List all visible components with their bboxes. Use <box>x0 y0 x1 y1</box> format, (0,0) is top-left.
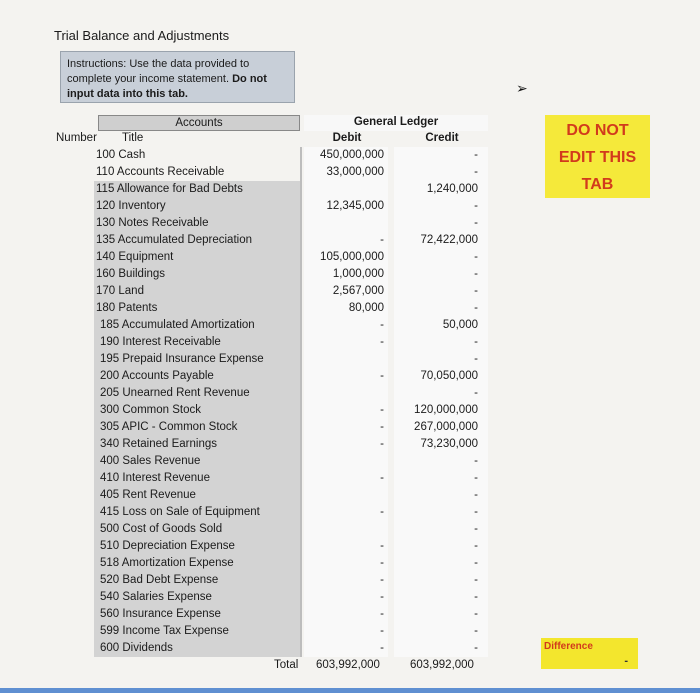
difference-value: - <box>624 655 628 667</box>
credit-cell[interactable]: - <box>474 302 478 314</box>
credit-cell[interactable]: - <box>474 523 478 535</box>
credit-cell[interactable]: - <box>474 608 478 620</box>
account-title-cell[interactable]: 415 Loss on Sale of Equipment <box>94 504 300 521</box>
account-title-cell[interactable]: 305 APIC - Common Stock <box>94 419 300 436</box>
account-title-cell[interactable]: 405 Rent Revenue <box>94 487 300 504</box>
account-title-cell[interactable]: 510 Depreciation Expense <box>94 538 300 555</box>
account-title-cell[interactable]: 120 Inventory <box>94 198 300 215</box>
table-row[interactable] <box>56 453 488 470</box>
ledger-rows <box>56 147 488 657</box>
table-row[interactable] <box>56 555 488 572</box>
credit-cell[interactable]: 50,000 <box>442 319 478 331</box>
account-title-cell[interactable]: 400 Sales Revenue <box>94 453 300 470</box>
debit-cell[interactable]: - <box>380 404 384 416</box>
total-credit-cell: 603,992,000 <box>410 659 474 671</box>
table-row[interactable] <box>56 606 488 623</box>
credit-cell[interactable]: - <box>474 574 478 586</box>
table-row[interactable] <box>56 538 488 555</box>
table-row[interactable] <box>56 521 488 538</box>
table-row[interactable] <box>56 436 488 453</box>
credit-cell[interactable]: - <box>474 540 478 552</box>
account-title-cell[interactable]: 185 Accumulated Amortization <box>94 317 300 334</box>
credit-cell[interactable]: - <box>474 489 478 501</box>
table-row[interactable] <box>56 181 488 198</box>
credit-cell[interactable]: - <box>474 625 478 637</box>
general-ledger-header: General Ledger <box>304 115 488 131</box>
table-row[interactable] <box>56 266 488 283</box>
table-row[interactable] <box>56 198 488 215</box>
table-row[interactable] <box>56 504 488 521</box>
bottom-strip <box>0 688 700 693</box>
debit-cell[interactable]: 12,345,000 <box>326 200 384 212</box>
credit-cell[interactable]: - <box>474 557 478 569</box>
table-row[interactable] <box>56 385 488 402</box>
account-title-cell[interactable]: 200 Accounts Payable <box>94 368 300 385</box>
debit-cell[interactable]: 2,567,000 <box>332 285 384 297</box>
debit-cell[interactable]: - <box>380 608 384 620</box>
debit-cell[interactable]: - <box>380 506 384 518</box>
table-row[interactable] <box>56 487 488 504</box>
credit-cell[interactable]: - <box>474 200 478 212</box>
do-not-edit-warning <box>545 115 650 198</box>
page-title: Trial Balance and Adjustments <box>54 28 230 43</box>
debit-cell[interactable]: 33,000,000 <box>326 166 384 178</box>
table-row[interactable] <box>56 402 488 419</box>
credit-cell[interactable]: - <box>474 285 478 297</box>
table-row[interactable] <box>56 283 488 300</box>
credit-cell[interactable]: - <box>474 149 478 161</box>
debit-column-header: Debit <box>332 132 362 144</box>
credit-cell[interactable]: 70,050,000 <box>420 370 478 382</box>
total-label: Total <box>274 659 299 671</box>
credit-cell[interactable]: - <box>474 336 478 348</box>
instructions-bold-text: Do not input data into this tab. <box>67 73 267 100</box>
table-row[interactable] <box>56 419 488 436</box>
credit-cell[interactable]: 267,000,000 <box>414 421 478 433</box>
account-title-cell[interactable]: 135 Accumulated Depreciation <box>94 232 300 249</box>
account-title-cell[interactable]: 599 Income Tax Expense <box>94 623 300 640</box>
table-row[interactable] <box>56 640 488 657</box>
credit-cell[interactable]: - <box>474 268 478 280</box>
debit-cell[interactable]: - <box>380 319 384 331</box>
debit-cell[interactable]: - <box>380 421 384 433</box>
debit-cell[interactable]: - <box>380 557 384 569</box>
debit-cell[interactable]: - <box>380 234 384 246</box>
title-column-header: Title <box>122 132 144 144</box>
debit-cell[interactable]: - <box>380 370 384 382</box>
table-row[interactable] <box>56 317 488 334</box>
debit-cell[interactable]: - <box>380 540 384 552</box>
credit-cell[interactable]: - <box>474 455 478 467</box>
account-title-cell[interactable]: 130 Notes Receivable <box>94 215 300 232</box>
debit-cell[interactable]: 80,000 <box>348 302 384 314</box>
credit-cell[interactable]: 1,240,000 <box>426 183 478 195</box>
account-title-cell[interactable]: 100 Cash <box>96 149 146 161</box>
account-title-cell[interactable]: 560 Insurance Expense <box>94 606 300 623</box>
account-title-cell[interactable]: 518 Amortization Expense <box>94 555 300 572</box>
debit-cell[interactable]: - <box>380 625 384 637</box>
accounts-header: Accounts <box>98 115 300 131</box>
account-title-cell[interactable]: 110 Accounts Receivable <box>96 166 225 178</box>
credit-cell[interactable]: - <box>474 353 478 365</box>
credit-cell[interactable]: - <box>474 642 478 654</box>
debit-cell[interactable]: 105,000,000 <box>320 251 384 263</box>
credit-cell[interactable]: - <box>474 251 478 263</box>
warning-line: TAB <box>581 176 614 193</box>
number-column-header: Number <box>56 132 97 144</box>
difference-label: Difference <box>544 641 593 652</box>
credit-cell[interactable]: - <box>474 506 478 518</box>
table-row[interactable] <box>56 215 488 232</box>
account-title-cell[interactable]: 520 Bad Debt Expense <box>94 572 300 589</box>
instructions-box <box>60 51 295 103</box>
difference-cell[interactable] <box>541 638 638 669</box>
credit-cell[interactable]: 72,422,000 <box>420 234 478 246</box>
table-row[interactable] <box>56 334 488 351</box>
table-row[interactable] <box>56 368 488 385</box>
table-row[interactable] <box>56 351 488 368</box>
table-row[interactable] <box>56 623 488 640</box>
account-title-cell[interactable]: 180 Patents <box>94 300 300 317</box>
warning-line: EDIT THIS <box>558 149 637 166</box>
table-row[interactable] <box>56 164 488 181</box>
debit-cell[interactable]: - <box>380 472 384 484</box>
total-debit-cell: 603,992,000 <box>316 659 380 671</box>
account-title-cell[interactable]: 300 Common Stock <box>94 402 300 419</box>
totals-row <box>56 659 488 675</box>
credit-column-header: Credit <box>425 132 459 144</box>
credit-cell[interactable]: 73,230,000 <box>420 438 478 450</box>
account-title-cell[interactable]: 600 Dividends <box>94 640 300 657</box>
account-title-cell[interactable]: 170 Land <box>94 283 300 300</box>
account-title-cell[interactable]: 160 Buildings <box>94 266 300 283</box>
table-row[interactable] <box>56 300 488 317</box>
debit-cell[interactable]: - <box>380 336 384 348</box>
instructions-text: Instructions: Use the data provided to complete your income statement. <box>67 58 250 85</box>
credit-cell[interactable]: - <box>474 217 478 229</box>
table-row[interactable] <box>56 147 488 164</box>
table-row[interactable] <box>56 589 488 606</box>
account-title-cell[interactable]: 410 Interest Revenue <box>94 470 300 487</box>
warning-line: DO NOT <box>566 122 629 139</box>
account-title-cell[interactable]: 140 Equipment <box>94 249 300 266</box>
debit-cell[interactable]: - <box>380 574 384 586</box>
table-row[interactable] <box>56 470 488 487</box>
debit-cell[interactable]: 1,000,000 <box>332 268 384 280</box>
credit-cell[interactable]: - <box>474 166 478 178</box>
debit-cell[interactable]: - <box>380 642 384 654</box>
trial-balance-table <box>56 115 488 671</box>
credit-cell[interactable]: 120,000,000 <box>414 404 478 416</box>
account-title-cell[interactable]: 195 Prepaid Insurance Expense <box>94 351 300 368</box>
account-title-cell[interactable]: 340 Retained Earnings <box>94 436 300 453</box>
table-row[interactable] <box>56 232 488 249</box>
debit-cell[interactable]: 450,000,000 <box>320 149 384 161</box>
debit-cell[interactable]: - <box>380 438 384 450</box>
account-title-cell[interactable]: 500 Cost of Goods Sold <box>94 521 300 538</box>
credit-cell[interactable]: - <box>474 387 478 399</box>
table-row[interactable] <box>56 572 488 589</box>
credit-cell[interactable]: - <box>474 472 478 484</box>
debit-cell[interactable]: - <box>380 591 384 603</box>
account-title-cell[interactable]: 205 Unearned Rent Revenue <box>94 385 300 402</box>
credit-cell[interactable]: - <box>474 591 478 603</box>
mouse-cursor-icon: ➢ <box>516 80 528 96</box>
account-title-cell[interactable]: 115 Allowance for Bad Debts <box>94 181 300 198</box>
account-title-cell[interactable]: 190 Interest Receivable <box>94 334 300 351</box>
account-title-cell[interactable]: 540 Salaries Expense <box>94 589 300 606</box>
table-row[interactable] <box>56 249 488 266</box>
